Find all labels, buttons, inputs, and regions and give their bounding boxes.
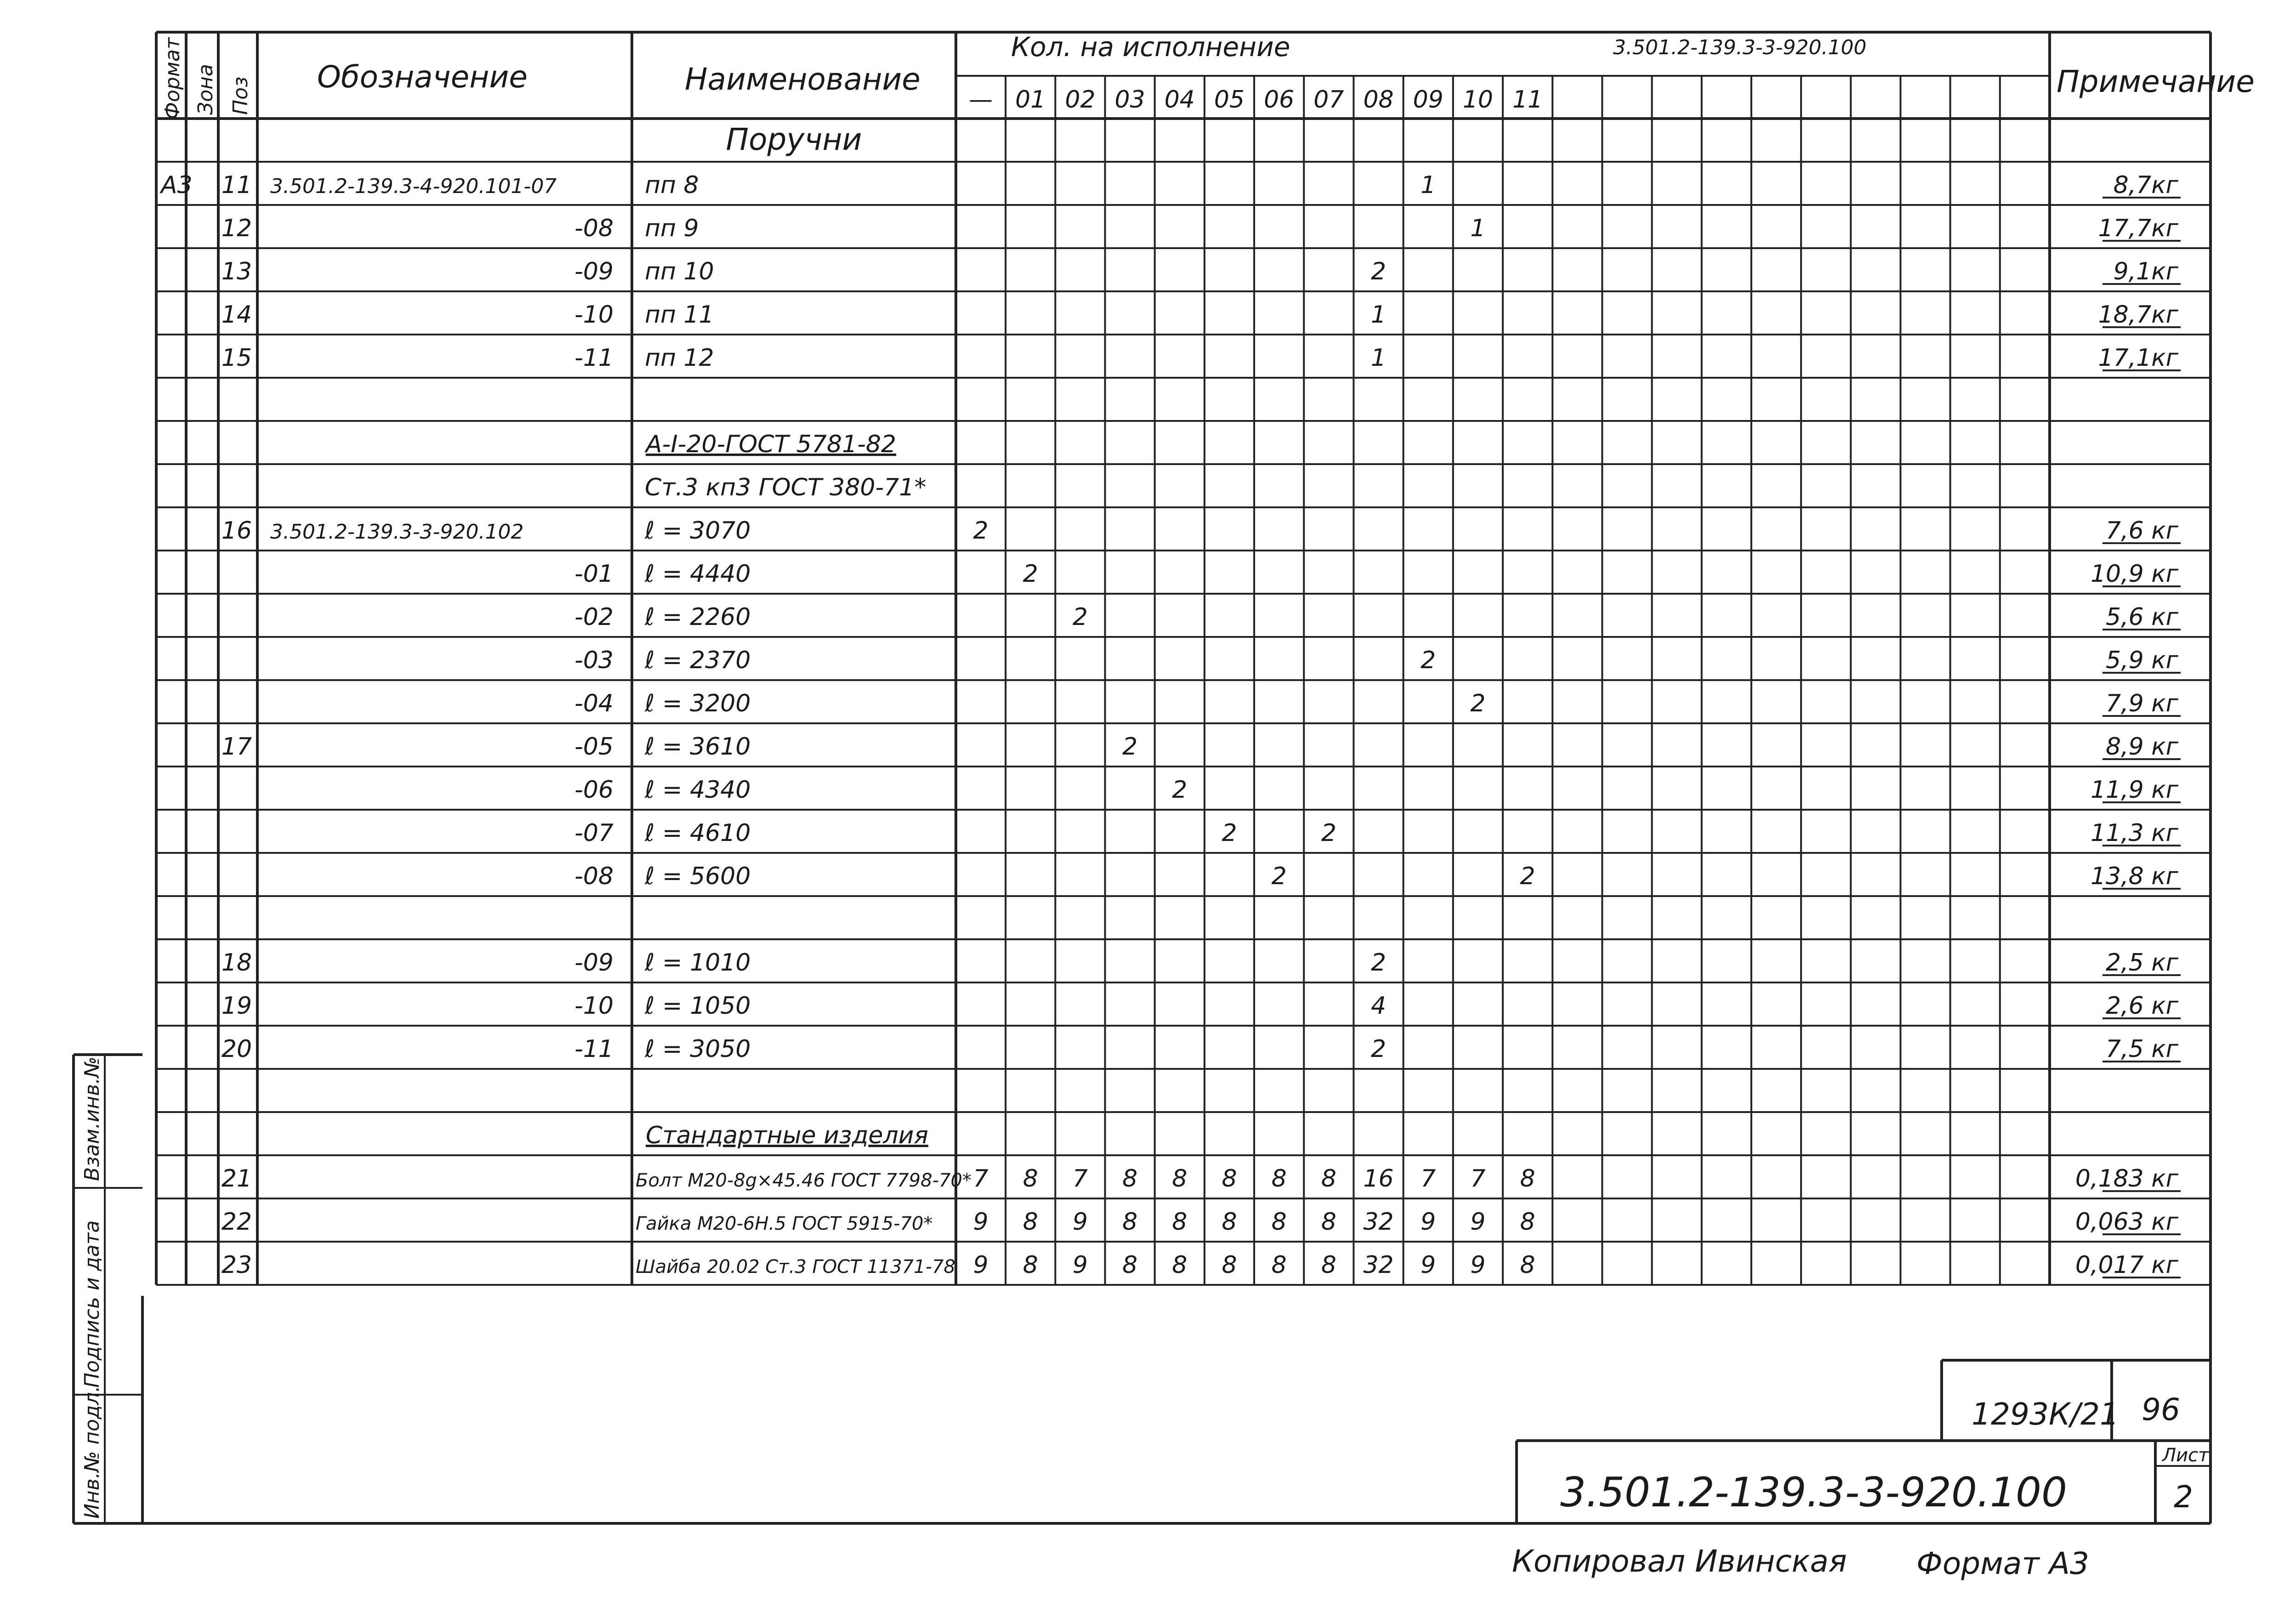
cell-qty: 8 bbox=[1122, 1208, 1138, 1236]
cell-qty: 32 bbox=[1363, 1208, 1394, 1236]
cell-name: Шайба 20.02 Ст.3 ГОСТ 11371-78 bbox=[636, 1256, 955, 1278]
cell-qty: 9 bbox=[1421, 1251, 1436, 1279]
document-number: 3.501.2-139.3-3-920.100 bbox=[1560, 1469, 2067, 1516]
cell-name: пп 12 bbox=[645, 344, 714, 372]
cell-qty: 1 bbox=[1370, 301, 1387, 329]
cell-qty: 2 bbox=[1023, 560, 1038, 588]
sheet-format: Формат А3 bbox=[1916, 1546, 2089, 1581]
table-row bbox=[222, 215, 2181, 242]
cell-note: 0,063 кг bbox=[2075, 1208, 2178, 1236]
cell-qty: 8 bbox=[1520, 1165, 1535, 1192]
cell-qty: 8 bbox=[1520, 1251, 1535, 1279]
cell-designation: -08 bbox=[574, 215, 614, 242]
variant-header-4: 04 bbox=[1164, 86, 1195, 114]
cell-qty: 8 bbox=[1023, 1251, 1038, 1279]
cell-qty: 8 bbox=[1023, 1208, 1038, 1236]
cell-note: 8,9 кг bbox=[2106, 733, 2178, 761]
cell-note: 7,5 кг bbox=[2106, 1035, 2178, 1063]
cell-name: пп 8 bbox=[645, 171, 699, 199]
cell-note: 7,6 кг bbox=[2106, 517, 2178, 545]
variant-header-2: 02 bbox=[1065, 86, 1096, 114]
table-row bbox=[222, 1208, 2181, 1236]
cell-qty: 9 bbox=[973, 1251, 989, 1279]
cell-designation: -11 bbox=[574, 344, 614, 372]
table-row bbox=[222, 517, 2181, 545]
sheet-number: 2 bbox=[2174, 1479, 2193, 1515]
cell-qty: 8 bbox=[1321, 1165, 1336, 1192]
cell-qty: 1 bbox=[1421, 171, 1436, 199]
variant-header-6: 06 bbox=[1264, 86, 1295, 114]
stamp-vzam-inv: Взам.инв.№ bbox=[80, 1056, 104, 1181]
cell-qty: 2 bbox=[1222, 819, 1237, 847]
variant-header-5: 05 bbox=[1214, 86, 1245, 114]
cell-pos: 21 bbox=[221, 1165, 252, 1192]
cell-note: 11,9 кг bbox=[2090, 776, 2178, 804]
table-row bbox=[726, 122, 862, 157]
table-row bbox=[644, 431, 896, 458]
cell-qty: 9 bbox=[1072, 1251, 1088, 1279]
cell-qty: 9 bbox=[973, 1208, 989, 1236]
cell-name: пп 10 bbox=[645, 258, 714, 285]
cell-qty: 2 bbox=[1370, 258, 1387, 285]
cell-designation: -10 bbox=[574, 992, 614, 1020]
cell-designation: -09 bbox=[574, 949, 614, 977]
cell-qty: 2 bbox=[1172, 776, 1188, 804]
cell-designation: -07 bbox=[574, 819, 614, 847]
cell-designation: -10 bbox=[574, 301, 614, 329]
table-row bbox=[574, 819, 2181, 847]
cell-qty: 2 bbox=[1321, 819, 1336, 847]
cell-qty: 8 bbox=[1222, 1208, 1237, 1236]
cell-name: ℓ = 1050 bbox=[645, 992, 751, 1020]
header-name: Наименование bbox=[685, 62, 921, 97]
cell-designation: 3.501.2-139.3-3-920.102 bbox=[270, 520, 524, 544]
cell-pos: 12 bbox=[221, 215, 252, 242]
table-row bbox=[574, 690, 2181, 717]
header-note: Примечание bbox=[2057, 64, 2255, 99]
cell-name: ℓ = 2370 bbox=[645, 647, 751, 674]
cell-note: 0,017 кг bbox=[2075, 1251, 2178, 1279]
cell-qty: 8 bbox=[1271, 1165, 1287, 1192]
cell-qty: 9 bbox=[1072, 1208, 1088, 1236]
cell-name: пп 9 bbox=[645, 215, 699, 242]
cell-qty: 2 bbox=[1421, 647, 1436, 674]
cell-qty: 7 bbox=[1470, 1165, 1486, 1192]
cell-name: ℓ = 4610 bbox=[645, 819, 751, 847]
header-qty-title: Кол. на исполнение bbox=[1011, 31, 1290, 62]
table-row bbox=[222, 949, 2181, 977]
cell-pos: 14 bbox=[221, 301, 252, 329]
cell-pos: 17 bbox=[221, 733, 252, 761]
cell-note: 10,9 кг bbox=[2090, 560, 2178, 588]
table-row bbox=[574, 603, 2181, 631]
cell-name: ℓ = 3050 bbox=[645, 1035, 751, 1063]
table-row bbox=[222, 1035, 2181, 1063]
cell-name: Ст.3 кп3 ГОСТ 380-71* bbox=[645, 474, 926, 501]
cell-name: А-I-20-ГОСТ 5781-82 bbox=[646, 431, 897, 458]
cell-note: 9,1кг bbox=[2113, 258, 2178, 285]
cell-qty: 2 bbox=[1470, 690, 1486, 717]
cell-note: 11,3 кг bbox=[2090, 819, 2178, 847]
cell-qty: 9 bbox=[1421, 1208, 1436, 1236]
cell-pos: 15 bbox=[221, 344, 252, 372]
cell-designation: -03 bbox=[574, 647, 614, 674]
cell-qty: 7 bbox=[973, 1165, 989, 1192]
stamp-inv-podl: Инв.№ подл. bbox=[80, 1386, 104, 1519]
cell-name: ℓ = 5600 bbox=[645, 863, 751, 890]
header-zone: Зона bbox=[194, 64, 217, 115]
cell-note: 18,7кг bbox=[2098, 301, 2178, 329]
cell-designation: -02 bbox=[574, 603, 614, 631]
table-row bbox=[574, 647, 2181, 674]
cell-name: Гайка М20-6Н.5 ГОСТ 5915-70* bbox=[636, 1213, 933, 1234]
cell-name: ℓ = 4440 bbox=[645, 560, 751, 588]
cell-note: 17,1кг bbox=[2098, 344, 2178, 372]
table-row bbox=[222, 992, 2181, 1020]
cell-designation: -09 bbox=[574, 258, 614, 285]
cell-qty: 8 bbox=[1321, 1208, 1336, 1236]
cell-qty: 32 bbox=[1363, 1251, 1394, 1279]
cell-note: 2,5 кг bbox=[2106, 949, 2178, 977]
stamp-sign-date: Подпись и дата bbox=[80, 1220, 104, 1388]
cell-pos: 22 bbox=[221, 1208, 252, 1236]
table-row bbox=[222, 344, 2181, 372]
cell-note: 2,6 кг bbox=[2106, 992, 2178, 1020]
cell-qty: 16 bbox=[1363, 1165, 1394, 1192]
cell-qty: 1 bbox=[1470, 215, 1486, 242]
cell-qty: 8 bbox=[1271, 1251, 1287, 1279]
cell-note: 8,7кг bbox=[2113, 171, 2178, 199]
archive-number: 1293К/21 bbox=[1972, 1397, 2120, 1432]
cell-designation: -08 bbox=[574, 863, 614, 890]
archive-page: 96 bbox=[2142, 1392, 2180, 1427]
header-designation: Обозначение bbox=[317, 59, 528, 95]
table-row bbox=[574, 560, 2181, 588]
variant-header-8: 08 bbox=[1363, 86, 1394, 114]
cell-qty: 2 bbox=[1370, 949, 1387, 977]
copied-by: Копировал Ивинская bbox=[1512, 1544, 1847, 1579]
cell-note: 5,6 кг bbox=[2106, 603, 2178, 631]
cell-designation: -06 bbox=[574, 776, 614, 804]
cell-pos: 16 bbox=[221, 517, 252, 545]
cell-qty: 8 bbox=[1172, 1208, 1188, 1236]
cell-note: 5,9 кг bbox=[2106, 647, 2178, 674]
cell-name: ℓ = 3200 bbox=[645, 690, 751, 717]
cell-qty: 1 bbox=[1370, 344, 1387, 372]
cell-format: А3 bbox=[161, 171, 193, 199]
cell-qty: 8 bbox=[1271, 1208, 1287, 1236]
cell-designation: -01 bbox=[574, 560, 614, 588]
table-row bbox=[574, 776, 2181, 804]
table-row bbox=[222, 1165, 2181, 1192]
cell-qty: 9 bbox=[1470, 1208, 1486, 1236]
cell-qty: 4 bbox=[1370, 992, 1387, 1020]
cell-qty: 8 bbox=[1222, 1165, 1237, 1192]
cell-qty: 8 bbox=[1122, 1165, 1138, 1192]
table-grid bbox=[156, 32, 2210, 1400]
table-row bbox=[222, 733, 2181, 761]
variant-header-3: 03 bbox=[1114, 86, 1145, 114]
cell-qty: 9 bbox=[1470, 1251, 1486, 1279]
cell-qty: 8 bbox=[1222, 1251, 1237, 1279]
table-row bbox=[222, 1251, 2181, 1279]
cell-qty: 2 bbox=[973, 517, 989, 545]
cell-qty: 2 bbox=[1370, 1035, 1387, 1063]
cell-qty: 7 bbox=[1421, 1165, 1436, 1192]
table-row bbox=[646, 1122, 928, 1149]
cell-name: ℓ = 1010 bbox=[645, 949, 751, 977]
table-row bbox=[645, 474, 926, 501]
cell-qty: 8 bbox=[1172, 1251, 1188, 1279]
cell-name: пп 11 bbox=[645, 301, 714, 329]
cell-designation: -05 bbox=[574, 733, 614, 761]
table-row bbox=[222, 258, 2181, 285]
cell-qty: 2 bbox=[1520, 863, 1535, 890]
left-stamp bbox=[74, 1055, 142, 1523]
table-row bbox=[159, 171, 2181, 199]
cell-pos: 23 bbox=[221, 1251, 252, 1279]
variant-header-10: 10 bbox=[1462, 86, 1493, 114]
cell-pos: 18 bbox=[221, 949, 252, 977]
cell-name: Стандартные изделия bbox=[646, 1122, 928, 1149]
cell-qty: 2 bbox=[1072, 603, 1088, 631]
cell-name: ℓ = 4340 bbox=[645, 776, 751, 804]
cell-designation: -04 bbox=[574, 690, 614, 717]
cell-qty: 7 bbox=[1072, 1165, 1088, 1192]
variant-header-1: 01 bbox=[1015, 86, 1046, 114]
cell-qty: 8 bbox=[1023, 1165, 1038, 1192]
table-row bbox=[574, 863, 2181, 890]
footer bbox=[1512, 1544, 2089, 1581]
cell-note: 0,183 кг bbox=[2075, 1165, 2178, 1192]
table-row bbox=[222, 301, 2181, 329]
cell-pos: 11 bbox=[221, 171, 252, 199]
variant-header-9: 09 bbox=[1413, 86, 1443, 114]
table-body bbox=[159, 122, 2181, 1279]
cell-pos: 20 bbox=[221, 1035, 252, 1063]
cell-note: 7,9 кг bbox=[2106, 690, 2178, 717]
cell-qty: 8 bbox=[1321, 1251, 1336, 1279]
cell-name: Поручни bbox=[726, 122, 862, 157]
cell-qty: 8 bbox=[1122, 1251, 1138, 1279]
sheet-label: Лист bbox=[2162, 1445, 2209, 1466]
header-doc-ref: 3.501.2-139.3-3-920.100 bbox=[1613, 36, 1867, 59]
variant-header-0: — bbox=[969, 86, 993, 114]
cell-name: ℓ = 2260 bbox=[645, 603, 751, 631]
cell-name: ℓ = 3070 bbox=[645, 517, 751, 545]
cell-note: 13,8 кг bbox=[2090, 863, 2178, 890]
title-block bbox=[1517, 1360, 2210, 1523]
cell-designation: 3.501.2-139.3-4-920.101-07 bbox=[270, 175, 557, 198]
cell-name: ℓ = 3610 bbox=[645, 733, 751, 761]
header-format: Формат bbox=[161, 37, 184, 119]
variant-header-11: 11 bbox=[1512, 86, 1543, 114]
cell-note: 17,7кг bbox=[2098, 215, 2178, 242]
cell-designation: -11 bbox=[574, 1035, 614, 1063]
cell-qty: 2 bbox=[1271, 863, 1287, 890]
variant-header-7: 07 bbox=[1313, 86, 1344, 114]
header-pos: Поз bbox=[229, 76, 252, 115]
cell-pos: 19 bbox=[221, 992, 252, 1020]
cell-qty: 8 bbox=[1520, 1208, 1535, 1236]
cell-name: Болт М20-8g×45.46 ГОСТ 7798-70* bbox=[636, 1170, 972, 1191]
cell-qty: 2 bbox=[1122, 733, 1138, 761]
cell-qty: 8 bbox=[1172, 1165, 1188, 1192]
cell-pos: 13 bbox=[221, 258, 252, 285]
